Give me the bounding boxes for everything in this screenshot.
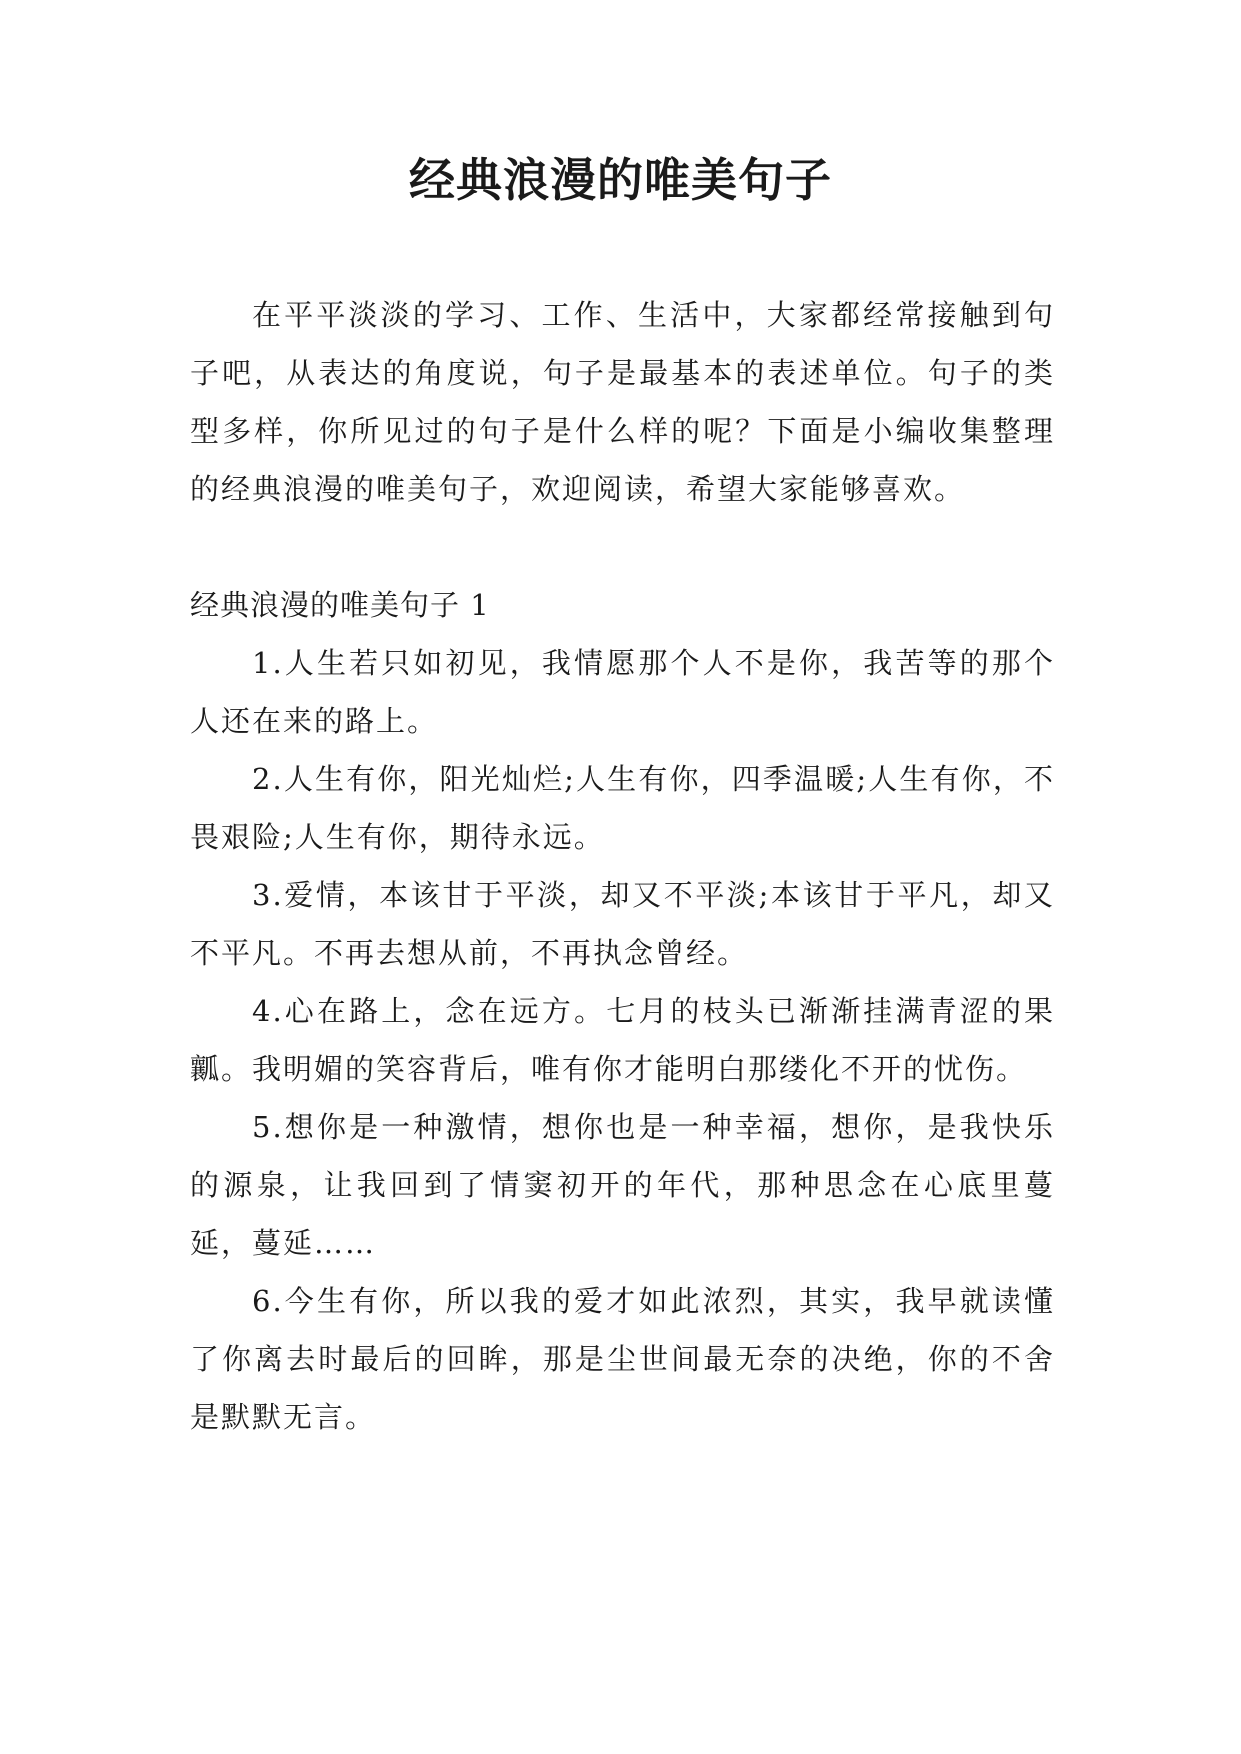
list-item: 6.今生有你，所以我的爱才如此浓烈，其实，我早就读懂了你离去时最后的回眸，那是尘世间最无奈的决绝，你的不舍是默默无言。 xyxy=(190,1284,1055,1434)
document-title: 经典浪漫的唯美句子 xyxy=(409,153,832,207)
document-body xyxy=(190,286,1055,1446)
list-item: 3.爱情，本该甘于平淡，却又不平淡;本该甘于平凡，却又不平凡。不再去想从前，不再执念曾经。 xyxy=(190,878,1055,970)
list-item: 1.人生若只如初见，我情愿那个人不是你，我苦等的那个人还在来的路上。 xyxy=(190,646,1055,738)
list-item: 4.心在路上，念在远方。七月的枝头已渐渐挂满青涩的果瓤。我明媚的笑容背后，唯有你才能明白那缕化不开的忧伤。 xyxy=(190,994,1055,1086)
intro-paragraph: 在平平淡淡的学习、工作、生活中，大家都经常接触到句子吧，从表达的角度说，句子是最基本的表述单位。句子的类型多样，你所见过的句子是什么样的呢？下面是小编收集整理的经典浪漫的唯美句子，欢迎阅读，希望大家能够喜欢。 xyxy=(190,298,1055,506)
list-item: 5.想你是一种激情，想你也是一种幸福，想你，是我快乐的源泉，让我回到了情窦初开的年代，那种思念在心底里蔓延，蔓延…… xyxy=(190,1110,1055,1260)
section-heading: 经典浪漫的唯美句子 1 xyxy=(190,588,490,622)
list-item: 2.人生有你，阳光灿烂;人生有你，四季温暖;人生有你，不畏艰险;人生有你，期待永远。 xyxy=(190,762,1055,854)
